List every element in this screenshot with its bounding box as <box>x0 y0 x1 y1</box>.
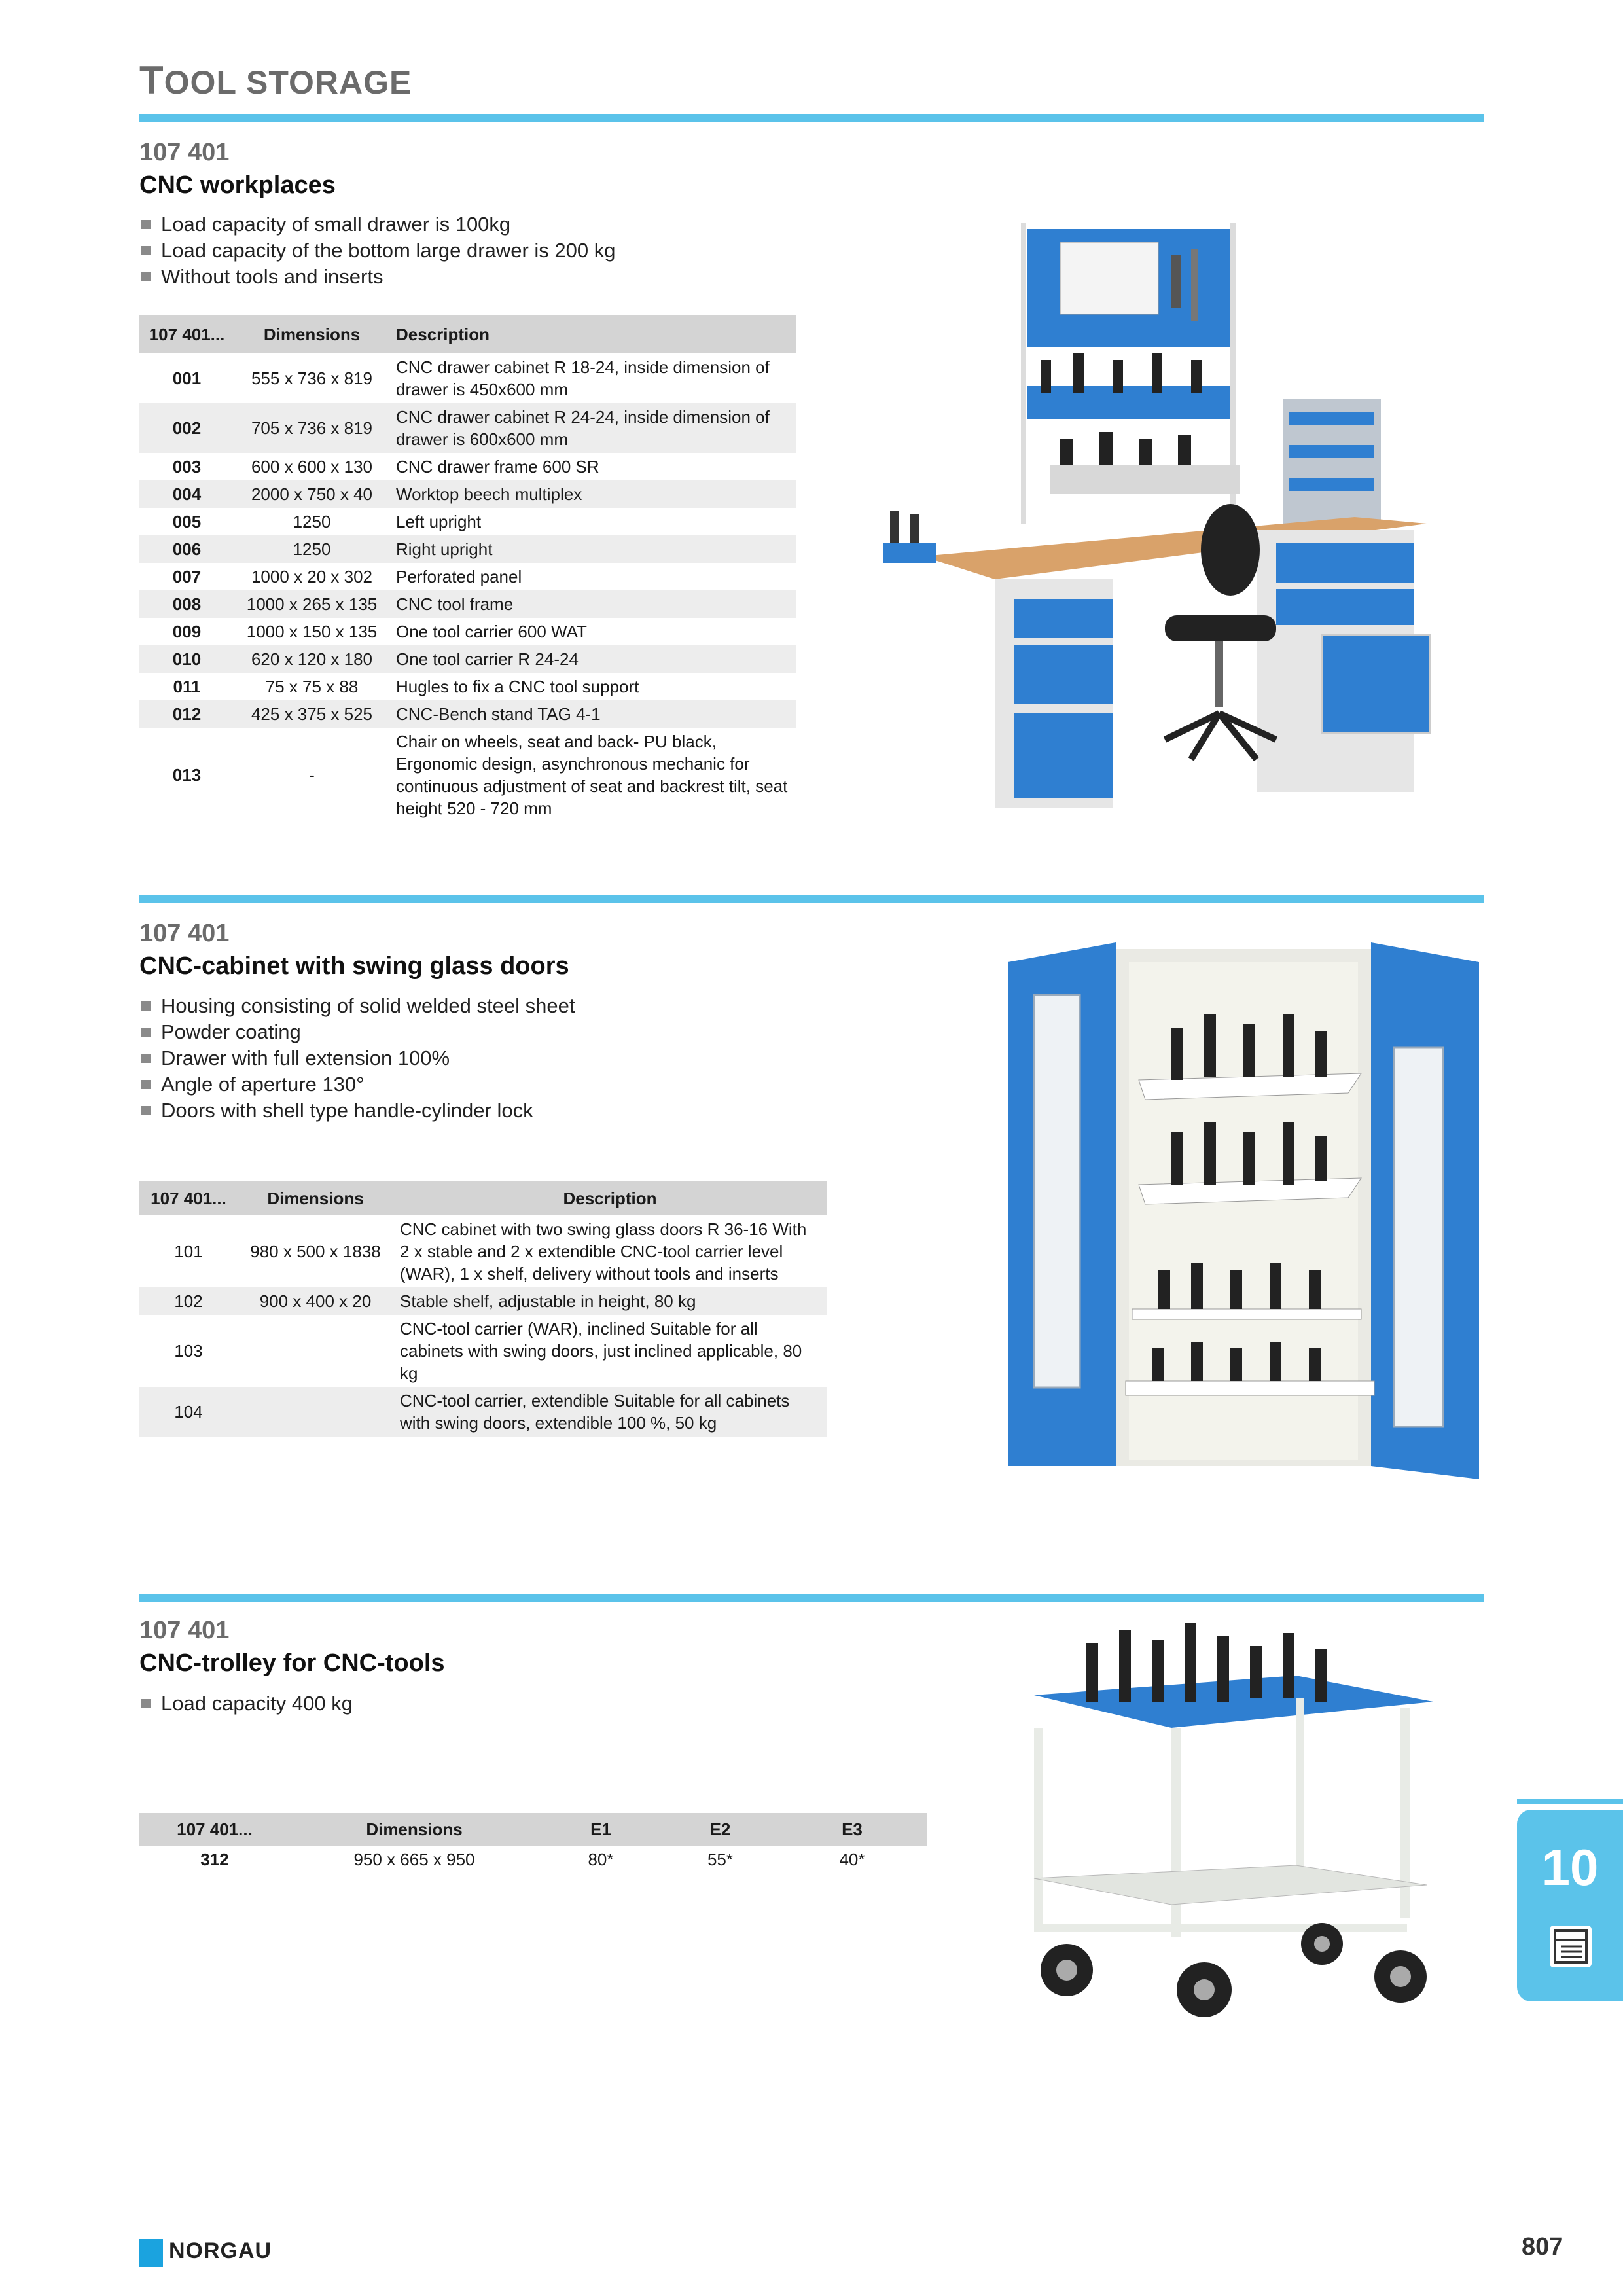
section1-title: CNC workplaces <box>139 171 336 199</box>
table-cell: 012 <box>139 700 234 728</box>
table-cell: 010 <box>139 645 234 673</box>
table-cell: 104 <box>139 1387 238 1437</box>
table-cell <box>238 1315 393 1387</box>
table-cell: 002 <box>139 403 234 453</box>
table-header-row <box>139 315 796 353</box>
table-row <box>139 403 796 453</box>
bullet: Housing consisting of solid welded steel sheet <box>139 993 575 1019</box>
cnc-cabinet-image <box>1008 942 1486 1479</box>
section1-table <box>139 315 796 822</box>
table-row <box>139 673 796 700</box>
table-cell: 75 x 75 x 88 <box>265 677 359 696</box>
table-cell: 004 <box>139 480 234 508</box>
bullet: Load capacity of small drawer is 100kg <box>139 211 615 238</box>
table-cell: CNC-tool carrier, extendible Suitable for all cabinets with swing doors, extendible 100 %, 50 kg <box>393 1387 827 1437</box>
table-row <box>139 535 796 563</box>
section2-title: CNC-cabinet with swing glass doors <box>139 952 569 980</box>
page-number: 807 <box>1522 2233 1563 2261</box>
table-cell: CNC tool frame <box>389 590 796 618</box>
table-cell: 55* <box>707 1850 734 1869</box>
section3-bullets <box>139 1691 353 1717</box>
header-rule <box>139 114 1484 122</box>
table-cell: 013 <box>172 765 202 785</box>
table-cell: 425 x 375 x 525 <box>234 700 389 728</box>
table-cell: 102 <box>139 1287 238 1315</box>
table-cell: 001 <box>172 368 202 388</box>
cnc-workplace-image <box>864 216 1440 818</box>
table-cell: 80* <box>588 1850 614 1869</box>
section3-rule <box>139 1594 1484 1602</box>
col-dimensions-header: Dimensions <box>238 1181 393 1215</box>
table-cell: - <box>309 765 315 785</box>
table-cell: 101 <box>174 1242 203 1261</box>
table-cell: 1250 <box>234 535 389 563</box>
table-cell: 600 x 600 x 130 <box>251 457 373 476</box>
brand-logo-square <box>139 2239 163 2267</box>
table-row <box>139 590 796 618</box>
section3-code: 107 401 <box>139 1617 230 1644</box>
section2-code: 107 401 <box>139 920 230 947</box>
bullet: Without tools and inserts <box>139 264 615 290</box>
table-row <box>139 700 796 728</box>
cnc-trolley-image <box>1008 1623 1453 2042</box>
tool-cabinet-icon <box>1547 1923 1594 1970</box>
table-row <box>139 1215 827 1287</box>
bullet: Load capacity of the bottom large drawer is 200 kg <box>139 238 615 264</box>
table-header-row <box>139 1813 927 1846</box>
table-cell: 900 x 400 x 20 <box>238 1287 393 1315</box>
table-row <box>139 1315 827 1387</box>
side-tab-accent <box>1517 1799 1623 1804</box>
table-cell: Perforated panel <box>396 567 522 586</box>
table-row <box>139 480 796 508</box>
section2-table <box>139 1181 827 1437</box>
table-cell: Right upright <box>389 535 796 563</box>
table-cell: Stable shelf, adjustable in height, 80 kg <box>393 1287 827 1315</box>
bullet: Powder coating <box>139 1019 575 1045</box>
table-cell: 103 <box>174 1341 203 1361</box>
table-cell: 007 <box>172 567 202 586</box>
table-cell: Hugles to fix a CNC tool support <box>396 677 639 696</box>
table-cell: 008 <box>139 590 234 618</box>
chapter-number: 10 <box>1541 1839 1599 1896</box>
section2-bullets <box>139 993 575 1124</box>
table-row <box>139 1287 827 1315</box>
table-cell: 011 <box>173 677 201 696</box>
table-cell: 1000 x 20 x 302 <box>251 567 373 586</box>
table-row <box>139 508 796 535</box>
table-row <box>139 645 796 673</box>
table-cell: 980 x 500 x 1838 <box>250 1242 381 1261</box>
bullet: Load capacity 400 kg <box>139 1691 353 1717</box>
table-row <box>139 1846 927 1873</box>
col-code-header: 107 401... <box>139 1813 290 1846</box>
table-cell: 950 x 665 x 950 <box>353 1850 475 1869</box>
bullet: Angle of aperture 130° <box>139 1071 575 1098</box>
table-cell: CNC drawer cabinet R 18-24, inside dimension of drawer is 450x600 mm <box>396 357 770 399</box>
table-cell: CNC-tool carrier (WAR), inclined Suitable for all cabinets with swing doors, just inclined applicable, 80 kg <box>400 1319 802 1383</box>
col-e3-header: E3 <box>777 1813 927 1846</box>
table-row <box>139 1387 827 1437</box>
table-row <box>139 353 796 403</box>
section1-code: 107 401 <box>139 139 230 166</box>
table-cell: CNC drawer cabinet R 24-24, inside dimension of drawer is 600x600 mm <box>389 403 796 453</box>
table-cell <box>238 1387 393 1437</box>
table-cell: 705 x 736 x 819 <box>234 403 389 453</box>
table-cell: CNC-Bench stand TAG 4-1 <box>389 700 796 728</box>
table-cell: 2000 x 750 x 40 <box>234 480 389 508</box>
table-cell: 1000 x 150 x 135 <box>246 622 378 641</box>
table-cell: Worktop beech multiplex <box>389 480 796 508</box>
col-description-header: Description <box>389 315 796 353</box>
table-cell: CNC drawer frame 600 SR <box>396 457 599 476</box>
table-header-row <box>139 1181 827 1215</box>
table-cell: One tool carrier 600 WAT <box>396 622 587 641</box>
brand-name: NORGAU <box>169 2238 272 2263</box>
table-row <box>139 618 796 645</box>
table-cell: 620 x 120 x 180 <box>234 645 389 673</box>
section3-title: CNC-trolley for CNC-tools <box>139 1649 445 1677</box>
col-code-header: 107 401... <box>139 315 234 353</box>
table-row <box>139 563 796 590</box>
table-cell: 312 <box>200 1850 229 1869</box>
col-e2-header: E2 <box>663 1813 777 1846</box>
col-dimensions-header: Dimensions <box>290 1813 539 1846</box>
table-cell: 1000 x 265 x 135 <box>234 590 389 618</box>
col-dimensions-header: Dimensions <box>234 315 389 353</box>
table-cell: 1250 <box>293 512 331 531</box>
table-cell: CNC cabinet with two swing glass doors R 36-16 With 2 x stable and 2 x extendible CNC-tool carrier level (WAR), 1 x shelf, delivery without tools and inserts <box>400 1219 807 1283</box>
col-description-header: Description <box>393 1181 827 1215</box>
table-cell: 555 x 736 x 819 <box>251 368 373 388</box>
table-cell: 003 <box>172 457 202 476</box>
bullet: Doors with shell type handle-cylinder lock <box>139 1098 575 1124</box>
bullet: Drawer with full extension 100% <box>139 1045 575 1071</box>
table-cell: 006 <box>139 535 234 563</box>
table-cell: 40* <box>839 1850 865 1869</box>
table-cell: Chair on wheels, seat and back- PU black, Ergonomic design, asynchronous mechanic for continuous adjustment of seat and backrest tilt, seat height 520 - 720 mm <box>396 732 788 818</box>
page-title: TOOL STORAGE <box>139 58 412 102</box>
table-cell: One tool carrier R 24-24 <box>389 645 796 673</box>
section1-bullets <box>139 211 615 290</box>
table-row <box>139 728 796 822</box>
section3-table <box>139 1813 927 1873</box>
col-e1-header: E1 <box>539 1813 663 1846</box>
table-cell: 009 <box>172 622 202 641</box>
col-code-header: 107 401... <box>139 1181 238 1215</box>
table-cell: Left upright <box>396 512 482 531</box>
section2-rule <box>139 895 1484 903</box>
table-row <box>139 453 796 480</box>
table-cell: 005 <box>172 512 202 531</box>
